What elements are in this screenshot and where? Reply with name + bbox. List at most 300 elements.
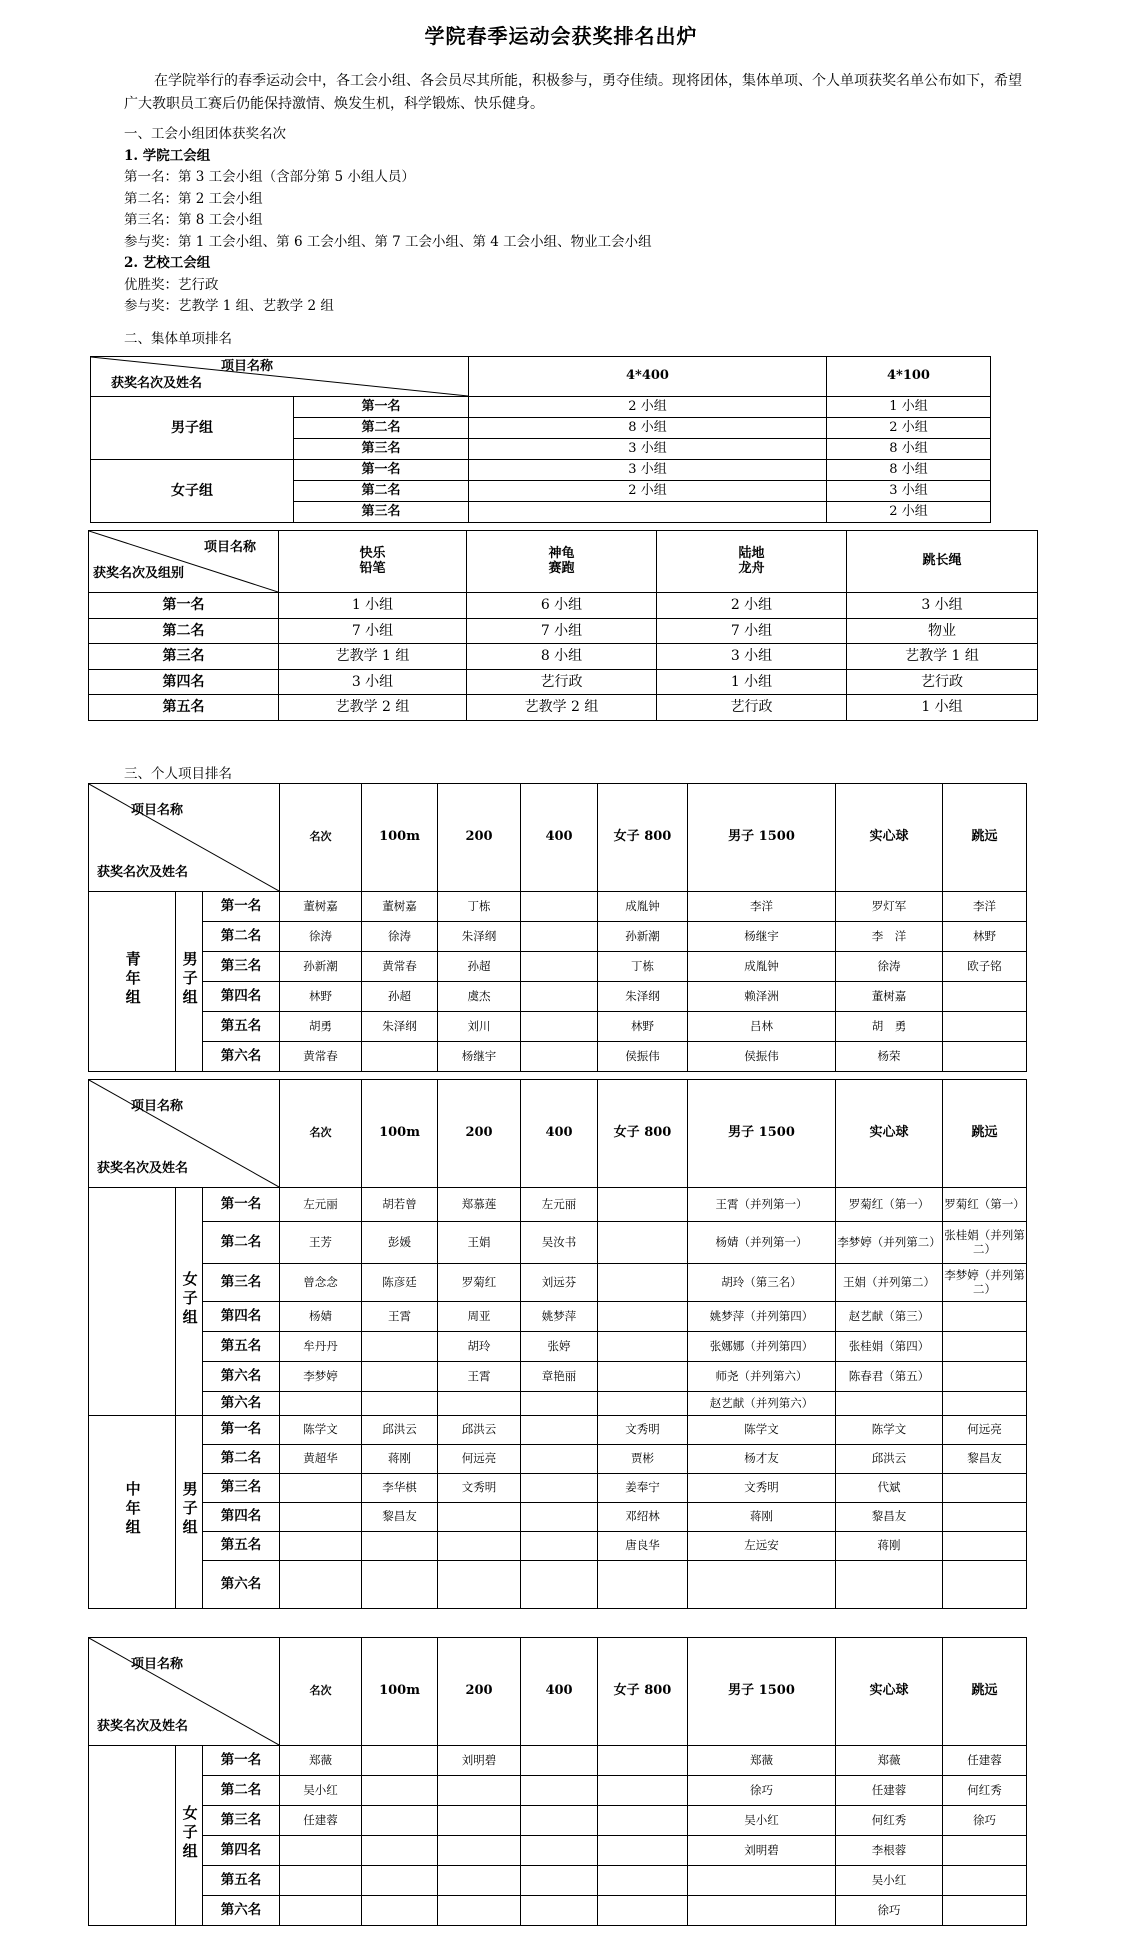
event-col-header: 400 xyxy=(521,1638,598,1746)
event-col-header: 男子 1500 xyxy=(688,784,836,892)
table-cell xyxy=(280,1532,362,1561)
table-cell: 李华棋 xyxy=(362,1474,438,1503)
col-header-line: 快乐 xyxy=(359,545,386,561)
rank-cell: 第二名 xyxy=(203,1222,280,1264)
table-cell: 艺教学 1 组 xyxy=(279,644,467,670)
subheading: 1. 学院工会组 xyxy=(124,147,211,164)
diagonal-header-cell xyxy=(89,1638,280,1746)
table-cell xyxy=(598,1264,688,1302)
table-cell xyxy=(362,1836,438,1866)
table-cell xyxy=(943,1362,1027,1392)
rank-cell: 第四名 xyxy=(203,1503,280,1532)
rank-cell: 第四名 xyxy=(203,1302,280,1332)
event-col-header: 400 xyxy=(521,1080,598,1188)
table-cell xyxy=(943,982,1027,1012)
table-cell xyxy=(598,1561,688,1609)
table-cell xyxy=(521,1392,598,1416)
table-cell: 孙超 xyxy=(362,982,438,1012)
table-cell xyxy=(521,1836,598,1866)
table-cell xyxy=(280,1896,362,1926)
table-cell: 牟丹丹 xyxy=(280,1332,362,1362)
table-row xyxy=(89,1746,1027,1776)
table-cell: 章艳丽 xyxy=(521,1362,598,1392)
table-cell xyxy=(280,1836,362,1866)
event-col-header: 400 xyxy=(521,784,598,892)
table-cell xyxy=(438,1503,521,1532)
table-row xyxy=(89,1474,1027,1503)
rank-cell: 第六名 xyxy=(203,1392,280,1416)
table-cell: 黎昌友 xyxy=(836,1503,943,1532)
table-cell: 欧子铭 xyxy=(943,952,1027,982)
table-cell: 孙新潮 xyxy=(280,952,362,982)
intro-paragraph: 在学院举行的春季运动会中，各工会小组、各会员尽其所能，积极参与，勇夺佳绩。现将团体，集体单项、个人单项获奖名单公布如下，希望广大教职员工赛后仍能保持激情、焕发生机，科学锻炼、快乐健身。 xyxy=(124,73,1022,112)
table-row xyxy=(89,1302,1027,1332)
table-cell: 董树嘉 xyxy=(836,982,943,1012)
table-cell xyxy=(521,1416,598,1445)
table-cell: 张桂娟（第四） xyxy=(836,1332,943,1362)
table-cell xyxy=(598,1836,688,1866)
table-cell xyxy=(943,1302,1027,1332)
table-cell: 徐巧 xyxy=(688,1776,836,1806)
gender-group-label-text: 女子组 xyxy=(180,1804,199,1862)
table-row xyxy=(89,1836,1027,1866)
table-row xyxy=(89,1896,1027,1926)
table-cell xyxy=(521,1896,598,1926)
table-cell: 徐涛 xyxy=(836,952,943,982)
rank-cell: 第一名 xyxy=(203,1188,280,1222)
table-cell: 黄常春 xyxy=(280,1042,362,1072)
diagonal-header-cell xyxy=(89,531,279,593)
col-header xyxy=(279,531,467,593)
event-col-header: 实心球 xyxy=(836,1080,943,1188)
table-cell xyxy=(688,1561,836,1609)
table-row xyxy=(89,1561,1027,1609)
table-cell: 吴汝书 xyxy=(521,1222,598,1264)
rank-col-header: 名次 xyxy=(280,1080,362,1188)
rank-cell: 第二名 xyxy=(294,481,469,502)
header-row xyxy=(89,784,1027,892)
table-cell: 虞杰 xyxy=(438,982,521,1012)
gender-group-label-text: 女子组 xyxy=(180,1270,199,1328)
table-cell: 7 小组 xyxy=(467,618,657,644)
table-cell: 姚梦萍（并列第四） xyxy=(688,1302,836,1332)
table-cell xyxy=(943,1896,1027,1926)
age-group-label-text: 中年组 xyxy=(123,1481,142,1539)
rank-col-header: 名次 xyxy=(280,1638,362,1746)
table-cell xyxy=(598,1746,688,1776)
table-cell: 1 小组 xyxy=(847,695,1038,721)
table-cell: 蒋刚 xyxy=(362,1445,438,1474)
table-cell: 艺行政 xyxy=(657,695,847,721)
table-cell xyxy=(521,922,598,952)
table-cell xyxy=(362,1866,438,1896)
rank-cell: 第三名 xyxy=(203,1264,280,1302)
col-header-line: 神龟 xyxy=(548,545,575,561)
table-cell xyxy=(521,1561,598,1609)
rank-cell: 第四名 xyxy=(203,1836,280,1866)
gender-group-label xyxy=(176,892,203,1072)
table-row xyxy=(89,1188,1027,1222)
table-cell: 曾念念 xyxy=(280,1264,362,1302)
rank-cell: 第一名 xyxy=(203,1746,280,1776)
gender-group-label xyxy=(176,1416,203,1609)
col-header-line: 陆地 xyxy=(738,545,765,561)
gender-group-label-text: 男子组 xyxy=(180,950,199,1008)
header-row xyxy=(89,1080,1027,1188)
table-cell: 杨荣 xyxy=(836,1042,943,1072)
table-cell xyxy=(438,1561,521,1609)
event-col-header: 200 xyxy=(438,1638,521,1746)
diag-bottom-label: 获奖名次及姓名 xyxy=(111,376,203,391)
table-cell xyxy=(521,892,598,922)
result-line: 第三名：第 8 工会小组 xyxy=(124,212,263,228)
table-row xyxy=(89,1362,1027,1392)
table-cell xyxy=(438,1532,521,1561)
event-col-header: 200 xyxy=(438,784,521,892)
table-cell: 郑薇 xyxy=(280,1746,362,1776)
result-line: 参与奖：第 1 工会小组、第 6 工会小组、第 7 工会小组、第 4 工会小组、物业工会小组 xyxy=(124,233,652,250)
table-cell: 7 小组 xyxy=(657,618,847,644)
table-cell xyxy=(598,1896,688,1926)
table-cell: 代斌 xyxy=(836,1474,943,1503)
table-cell: 唐良华 xyxy=(598,1532,688,1561)
table-cell xyxy=(598,1362,688,1392)
table-cell xyxy=(943,1012,1027,1042)
table-cell xyxy=(943,1836,1027,1866)
col-header: 4*400 xyxy=(469,357,827,397)
table-cell xyxy=(280,1392,362,1416)
diagonal-header-cell xyxy=(89,784,280,892)
table-cell: 徐涛 xyxy=(280,922,362,952)
table-cell: 3 小组 xyxy=(469,439,827,460)
table-cell: 艺教学 2 组 xyxy=(279,695,467,721)
table-cell xyxy=(598,1776,688,1806)
team-results xyxy=(124,124,652,318)
table-cell: 赵艺献（第三） xyxy=(836,1302,943,1332)
youth-men-table xyxy=(88,783,1027,1072)
table-cell: 李洋 xyxy=(943,892,1027,922)
page-title: 学院春季运动会获奖排名出炉 xyxy=(424,24,698,48)
rank-cell: 第二名 xyxy=(89,618,279,644)
table-cell xyxy=(598,1302,688,1332)
table-cell xyxy=(521,1746,598,1776)
diag-top-label: 项目名称 xyxy=(204,540,257,555)
rank-cell: 第三名 xyxy=(89,644,279,670)
section-heading: 一、工会小组团体获奖名次 xyxy=(124,126,286,142)
event-col-header: 跳远 xyxy=(943,784,1027,892)
rank-cell: 第二名 xyxy=(203,1776,280,1806)
table-cell: 任建蓉 xyxy=(280,1806,362,1836)
table-cell: 王霄 xyxy=(362,1302,438,1332)
table-cell: 彭媛 xyxy=(362,1222,438,1264)
age-group-label xyxy=(89,892,176,1072)
rank-cell: 第六名 xyxy=(203,1561,280,1609)
table-cell: 罗菊红（第一） xyxy=(836,1188,943,1222)
age-group-label xyxy=(89,1416,176,1609)
table-cell: 刘川 xyxy=(438,1012,521,1042)
table-cell: 李梦婷（并列第二） xyxy=(836,1222,943,1264)
table-cell: 成胤钟 xyxy=(688,952,836,982)
rank-cell: 第一名 xyxy=(203,892,280,922)
gender-group-label xyxy=(176,1188,203,1416)
table-cell: 任建蓉 xyxy=(836,1776,943,1806)
table-cell: 林野 xyxy=(943,922,1027,952)
table-cell: 何远亮 xyxy=(943,1416,1027,1445)
table-cell xyxy=(943,1561,1027,1609)
table-cell xyxy=(598,1392,688,1416)
table-cell: 张桂娟（并列第二） xyxy=(943,1222,1027,1264)
event-col-header: 男子 1500 xyxy=(688,1638,836,1746)
table-cell: 何红秀 xyxy=(943,1776,1027,1806)
diag-top-label: 项目名称 xyxy=(131,1099,184,1114)
table-row xyxy=(89,1264,1027,1302)
table-cell: 罗菊红 xyxy=(438,1264,521,1302)
table-cell: 李梦婷（并列第二） xyxy=(943,1264,1027,1302)
table-cell xyxy=(521,1042,598,1072)
rank-cell: 第三名 xyxy=(294,502,469,523)
table-cell: 林野 xyxy=(598,1012,688,1042)
table-cell: 刘明碧 xyxy=(438,1746,521,1776)
section-heading: 三、个人项目排名 xyxy=(124,766,232,782)
rank-cell: 第三名 xyxy=(203,1806,280,1836)
table-cell: 杨婧 xyxy=(280,1302,362,1332)
group-label: 男子组 xyxy=(91,397,294,460)
table-cell: 任建蓉 xyxy=(943,1746,1027,1776)
table-cell: 胡勇 xyxy=(280,1012,362,1042)
table-cell: 成胤钟 xyxy=(598,892,688,922)
table-cell xyxy=(280,1503,362,1532)
table-cell: 邓绍林 xyxy=(598,1503,688,1532)
table-cell xyxy=(280,1561,362,1609)
table-cell: 8 小组 xyxy=(827,460,991,481)
table-cell xyxy=(521,982,598,1012)
table-cell: 2 小组 xyxy=(657,593,847,619)
table-cell: 罗菊红（第一） xyxy=(943,1188,1027,1222)
table-cell xyxy=(598,1866,688,1896)
table-cell: 孙超 xyxy=(438,952,521,982)
table-cell: 陈彦廷 xyxy=(362,1264,438,1302)
table-cell xyxy=(362,1896,438,1926)
table-cell: 郑薇 xyxy=(836,1746,943,1776)
table-cell xyxy=(362,1042,438,1072)
table-cell xyxy=(280,1474,362,1503)
diag-top-label: 项目名称 xyxy=(131,1657,184,1672)
table-cell: 丁栋 xyxy=(438,892,521,922)
table-cell: 朱泽纲 xyxy=(598,982,688,1012)
table-cell xyxy=(521,1806,598,1836)
col-header xyxy=(657,531,847,593)
table-cell: 杨继宇 xyxy=(688,922,836,952)
table-cell xyxy=(943,1392,1027,1416)
table-cell xyxy=(362,1332,438,1362)
table-cell xyxy=(362,1776,438,1806)
table-cell: 郑薇 xyxy=(688,1746,836,1776)
result-line: 第二名：第 2 工会小组 xyxy=(124,190,263,207)
subheading: 2. 艺校工会组 xyxy=(124,255,211,271)
table-cell xyxy=(521,1474,598,1503)
table-cell: 艺行政 xyxy=(467,669,657,695)
table-cell: 丁栋 xyxy=(598,952,688,982)
table-cell: 物业 xyxy=(847,618,1038,644)
table-row xyxy=(89,1503,1027,1532)
table-cell xyxy=(943,1503,1027,1532)
table-cell: 艺行政 xyxy=(847,669,1038,695)
rank-cell: 第六名 xyxy=(203,1042,280,1072)
table-cell: 张娜娜（并列第四） xyxy=(688,1332,836,1362)
event-col-header: 实心球 xyxy=(836,1638,943,1746)
table-cell: 邱洪云 xyxy=(836,1445,943,1474)
event-col-header: 100m xyxy=(362,1638,438,1746)
rank-cell: 第五名 xyxy=(203,1012,280,1042)
table-cell xyxy=(362,1561,438,1609)
rank-cell: 第五名 xyxy=(203,1866,280,1896)
table-cell: 张婷 xyxy=(521,1332,598,1362)
table-cell: 李 洋 xyxy=(836,922,943,952)
section-heading: 二、集体单项排名 xyxy=(124,331,232,347)
table-cell xyxy=(943,1474,1027,1503)
table-cell: 1 小组 xyxy=(827,397,991,418)
table-cell: 1 小组 xyxy=(279,593,467,619)
rank-cell: 第一名 xyxy=(203,1416,280,1445)
table-cell: 胡玲 xyxy=(438,1332,521,1362)
table-cell xyxy=(521,952,598,982)
table-cell: 杨才友 xyxy=(688,1445,836,1474)
table-cell: 2 小组 xyxy=(469,481,827,502)
table-cell: 吴小红 xyxy=(280,1776,362,1806)
table-cell xyxy=(521,1866,598,1896)
table-cell: 徐涛 xyxy=(362,922,438,952)
table-row xyxy=(89,1806,1027,1836)
table-cell xyxy=(521,1532,598,1561)
table-cell xyxy=(469,502,827,523)
table-row xyxy=(89,593,1038,619)
table-cell: 李洋 xyxy=(688,892,836,922)
women-and-middle-age-table xyxy=(88,1079,1027,1609)
table-cell: 李根蓉 xyxy=(836,1836,943,1866)
rank-cell: 第二名 xyxy=(203,1445,280,1474)
table-cell: 何远亮 xyxy=(438,1445,521,1474)
table-cell: 左元丽 xyxy=(521,1188,598,1222)
table-row xyxy=(89,1416,1027,1445)
table-row xyxy=(89,1012,1027,1042)
table-cell xyxy=(438,1836,521,1866)
table-cell: 周亚 xyxy=(438,1302,521,1332)
table-row xyxy=(89,1042,1027,1072)
table-cell: 8 小组 xyxy=(469,418,827,439)
table-cell: 6 小组 xyxy=(467,593,657,619)
table-cell: 罗灯军 xyxy=(836,892,943,922)
table-cell: 胡若曾 xyxy=(362,1188,438,1222)
table-cell: 3 小组 xyxy=(469,460,827,481)
relay-table xyxy=(90,356,991,523)
table-cell: 邱洪云 xyxy=(438,1416,521,1445)
table-row xyxy=(89,952,1027,982)
rank-cell: 第二名 xyxy=(294,418,469,439)
diagonal-header-cell xyxy=(91,357,469,397)
table-cell: 杨婧（并列第一） xyxy=(688,1222,836,1264)
table-row xyxy=(89,618,1038,644)
col-header: 4*100 xyxy=(827,357,991,397)
table-cell: 陈学文 xyxy=(280,1416,362,1445)
table-cell: 郑慕莲 xyxy=(438,1188,521,1222)
event-col-header: 跳远 xyxy=(943,1638,1027,1746)
table-cell: 刘明碧 xyxy=(688,1836,836,1866)
table-cell: 3 小组 xyxy=(657,644,847,670)
table-cell xyxy=(688,1866,836,1896)
diag-bottom-label: 获奖名次及组别 xyxy=(93,566,185,581)
table-cell xyxy=(521,1503,598,1532)
table-cell: 艺教学 2 组 xyxy=(467,695,657,721)
table-cell: 陈春君（第五） xyxy=(836,1362,943,1392)
table-cell: 赵艺献（并列第六） xyxy=(688,1392,836,1416)
table-cell xyxy=(836,1561,943,1609)
table-cell xyxy=(943,1042,1027,1072)
table-cell: 文秀明 xyxy=(438,1474,521,1503)
event-col-header: 女子 800 xyxy=(598,1638,688,1746)
event-col-header: 200 xyxy=(438,1080,521,1188)
table-cell xyxy=(943,1866,1027,1896)
table-cell: 朱泽纲 xyxy=(438,922,521,952)
age-group-label xyxy=(89,1188,176,1416)
table-cell: 黎昌友 xyxy=(362,1503,438,1532)
table-cell: 黄常春 xyxy=(362,952,438,982)
table-cell xyxy=(438,1806,521,1836)
event-col-header: 女子 800 xyxy=(598,784,688,892)
table-cell: 何红秀 xyxy=(836,1806,943,1836)
table-row xyxy=(89,982,1027,1012)
rank-cell: 第二名 xyxy=(203,922,280,952)
table-cell: 2 小组 xyxy=(469,397,827,418)
table-cell: 文秀明 xyxy=(598,1416,688,1445)
table-cell xyxy=(598,1806,688,1836)
diag-top-label: 项目名称 xyxy=(221,359,274,374)
rank-col-header: 名次 xyxy=(280,784,362,892)
event-col-header: 跳远 xyxy=(943,1080,1027,1188)
table-cell: 蒋刚 xyxy=(836,1532,943,1561)
table-row xyxy=(89,1532,1027,1561)
table-row xyxy=(89,695,1038,721)
table-row xyxy=(89,1776,1027,1806)
table-cell: 黄超华 xyxy=(280,1445,362,1474)
rank-cell: 第六名 xyxy=(203,1362,280,1392)
table-cell: 王娟（并列第二） xyxy=(836,1264,943,1302)
table-cell: 1 小组 xyxy=(657,669,847,695)
gender-group-label-text: 男子组 xyxy=(180,1481,199,1539)
rank-cell: 第三名 xyxy=(294,439,469,460)
table-cell: 王芳 xyxy=(280,1222,362,1264)
table-cell: 7 小组 xyxy=(279,618,467,644)
rank-cell: 第五名 xyxy=(89,695,279,721)
table-row xyxy=(89,1866,1027,1896)
table-cell xyxy=(362,1532,438,1561)
table-cell xyxy=(362,1362,438,1392)
table-cell xyxy=(362,1392,438,1416)
table-cell xyxy=(362,1746,438,1776)
table-cell: 3 小组 xyxy=(847,593,1038,619)
table-row xyxy=(89,1332,1027,1362)
result-line: 第一名：第 3 工会小组（含部分第 5 小组人员） xyxy=(124,169,415,185)
table-cell: 徐巧 xyxy=(943,1806,1027,1836)
table-cell xyxy=(836,1392,943,1416)
table-cell: 8 小组 xyxy=(827,439,991,460)
rank-cell: 第四名 xyxy=(203,982,280,1012)
col-header-line: 铅笔 xyxy=(359,560,386,576)
table-cell xyxy=(362,1806,438,1836)
table-cell: 吴小红 xyxy=(688,1806,836,1836)
table-cell xyxy=(438,1896,521,1926)
table-cell: 3 小组 xyxy=(827,481,991,502)
table-cell: 孙新潮 xyxy=(598,922,688,952)
